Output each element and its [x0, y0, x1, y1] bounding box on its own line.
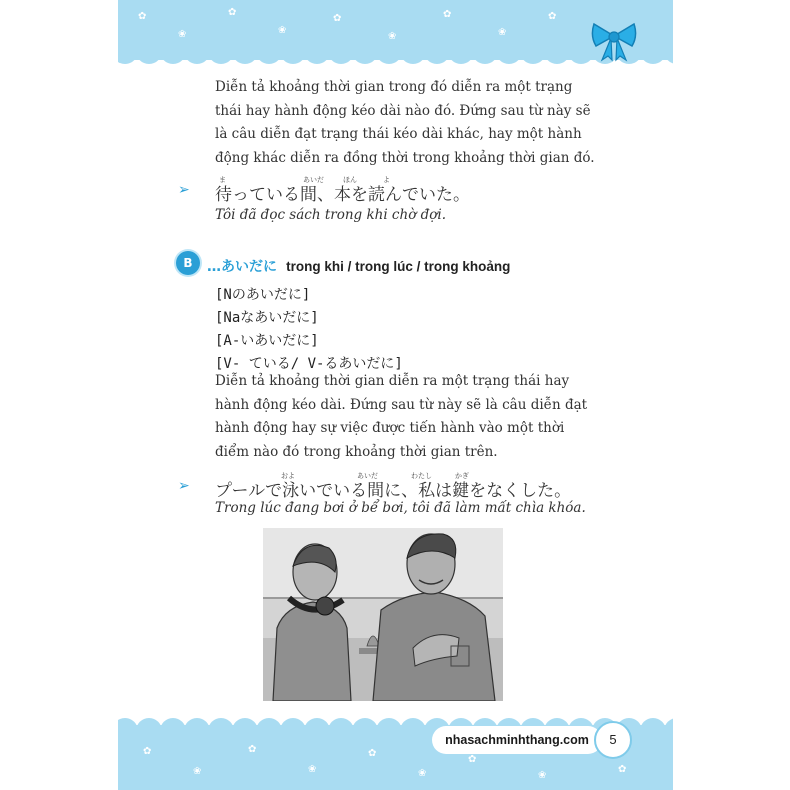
- ribbon-bow-icon: [590, 18, 638, 62]
- furigana-yo: よ: [383, 176, 390, 184]
- two-men-illustration: [263, 528, 503, 701]
- example-1-translation: Tôi đã đọc sách trong khi chờ đợi.: [215, 207, 446, 223]
- example-1-japanese: [215, 176, 470, 205]
- illustration: [263, 528, 503, 701]
- description-paragraph-1: Diễn tả khoảng thời gian trong đó diễn ra một trạng thái hay hành động kéo dài nào đó. Đứng sau từ này sẽ là câu diễn đạt trạng thái kéo dài khác, hay một hành động khác diễn ra đồng thời trong khoảng thời gian đó.: [215, 79, 595, 166]
- example-2-sentence: プールで泳いでいる間に、私は鍵をなくした。: [215, 481, 572, 501]
- page-number: 5: [594, 721, 632, 759]
- pattern-noun: [Nのあいだに]: [215, 287, 311, 303]
- furigana-kagi: かぎ: [455, 472, 469, 480]
- example-2-japanese: [215, 472, 572, 501]
- section-b-badge: B: [176, 251, 200, 275]
- furigana-aida: あいだ: [303, 176, 324, 184]
- bullet-arrow-icon: ➢: [178, 478, 190, 494]
- furigana-hon: ほん: [343, 176, 357, 184]
- header-band: ✿ ❀ ✿ ❀ ✿ ❀ ✿ ❀ ✿: [118, 0, 673, 60]
- bullet-arrow-icon: ➢: [178, 182, 190, 198]
- pattern-i-adjective: [A-いあいだに]: [215, 333, 319, 349]
- furigana-aida: あいだ: [357, 472, 378, 480]
- description-paragraph-2: Diễn tả khoảng thời gian diễn ra một trạng thái hay hành động kéo dài. Đứng sau từ này sẽ là câu diễn đạt hành động hay sự việc được tiến hành vào một thời điểm nào đó trong khoảng thời gian trên.: [215, 373, 588, 460]
- furigana-ma: ま: [219, 176, 226, 184]
- section-b-title: [207, 256, 510, 276]
- furigana-oyo: およ: [281, 472, 295, 480]
- pattern-na-adjective: [Naなあいだに]: [215, 310, 319, 326]
- pattern-verb: [V- ている/ V-るあいだに]: [215, 356, 403, 372]
- footer-band: ✿ ❀ ✿ ❀ ✿ ❀ ✿ ❀ ✿: [118, 725, 673, 790]
- example-2-translation: Trong lúc đang bơi ở bể bơi, tôi đã làm mất chìa khóa.: [215, 500, 586, 516]
- section-b-title-japanese: …あいだに: [207, 259, 277, 275]
- website-label: nhasachminhthang.com: [432, 726, 602, 754]
- section-b-title-vietnamese: trong khi / trong lúc / trong khoảng: [286, 259, 511, 274]
- example-1-sentence: 待っている間、本を読んでいた。: [215, 185, 470, 205]
- furigana-watashi: わたし: [411, 472, 432, 480]
